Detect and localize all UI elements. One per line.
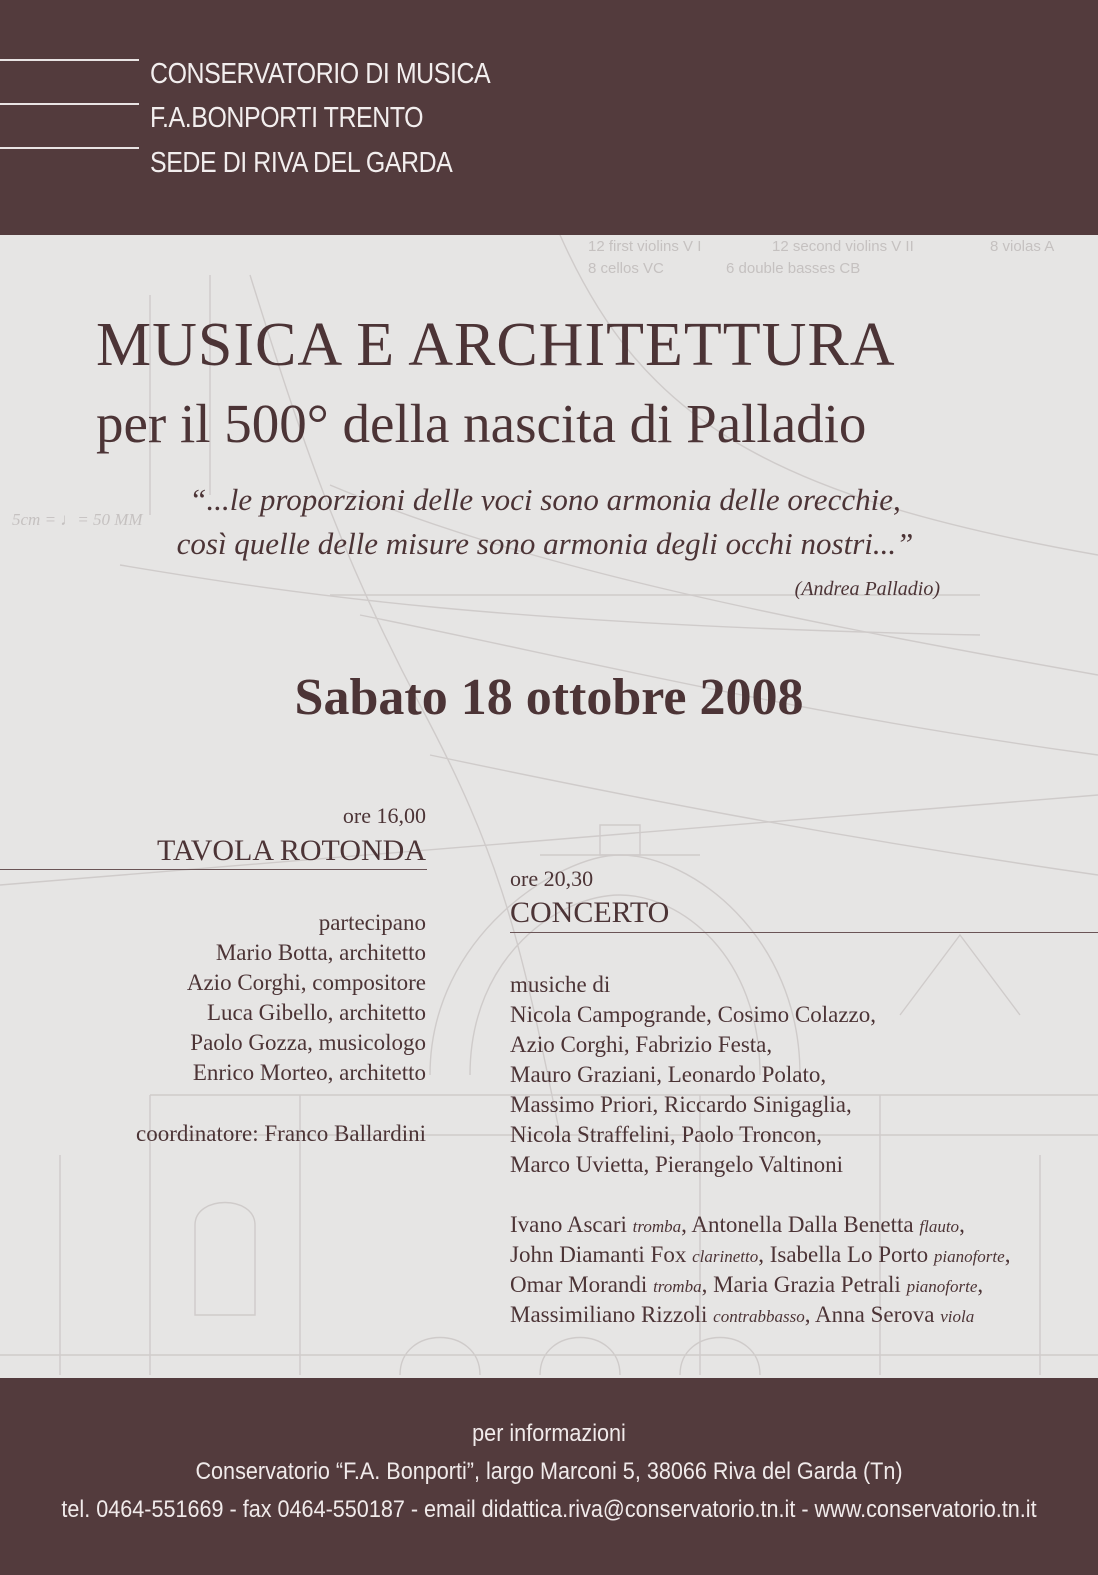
performer-sep: , — [977, 1272, 984, 1297]
performer-instrument: pianoforte — [933, 1247, 1005, 1266]
concert-time: ore 20,30 — [510, 866, 594, 891]
performer-name: John Diamanti Fox — [510, 1242, 687, 1267]
performer-name: Antonella Dalla Benetta — [691, 1212, 914, 1237]
institution-line-3: SEDE DI RIVA DEL GARDA — [150, 147, 453, 179]
composer-line: Massimo Priori, Riccardo Sinigaglia, — [510, 1092, 852, 1117]
bg-scale-note: 5cm = ♩= 50 MM — [12, 510, 143, 529]
footer-info-label: per informazioni — [472, 1420, 626, 1447]
performer-name: Massimiliano Rizzoli — [510, 1302, 708, 1327]
performer-sep: , — [959, 1212, 965, 1237]
footer-contacts: tel. 0464-551669 - fax 0464-550187 - email didattica.riva@conservatorio.tn.it - www.conservatorio.tn.it — [61, 1496, 1037, 1523]
header-rule — [0, 103, 139, 105]
composer-line: Marco Uvietta, Pierangelo Valtinoni — [510, 1152, 843, 1177]
concert-title: CONCERTO — [510, 896, 670, 929]
performer-name: Anna Serova — [815, 1302, 935, 1327]
header-rule — [0, 147, 139, 149]
participant: Luca Gibello, architetto — [206, 1000, 426, 1025]
bg-strings-5: 6 double basses CB — [726, 260, 861, 277]
participants-label: partecipano — [318, 910, 426, 935]
composer-line: Mauro Graziani, Leonardo Polato, — [510, 1062, 827, 1087]
performer-name: Maria Grazia Petrali — [713, 1272, 901, 1297]
performer-instrument: tromba — [632, 1217, 682, 1236]
performers-line: Massimiliano Rizzoli contrabbasso, Anna Serova viola — [510, 1302, 975, 1327]
round-table-rule — [0, 869, 427, 870]
performer-instrument: flauto — [919, 1217, 960, 1236]
composer-line: Nicola Straffelini, Paolo Troncon, — [510, 1122, 822, 1147]
performer-instrument: contrabbasso — [713, 1307, 805, 1326]
composer-line: Azio Corghi, Fabrizio Festa, — [510, 1032, 773, 1057]
performer-instrument: viola — [940, 1307, 975, 1326]
performers-line: Omar Morandi tromba, Maria Grazia Petrali pianoforte, — [510, 1272, 984, 1297]
institution-line-1: CONSERVATORIO DI MUSICA — [150, 58, 491, 90]
header-band — [0, 0, 1098, 235]
institution-line-2: F.A.BONPORTI TRENTO — [150, 102, 424, 134]
participant: Paolo Gozza, musicologo — [190, 1030, 426, 1055]
performers-line: Ivano Ascari tromba, Antonella Dalla Benetta flauto, — [510, 1212, 965, 1237]
bg-strings-2: 12 second violins V II — [772, 238, 914, 255]
performer-sep: , — [1004, 1242, 1011, 1267]
performer-instrument: tromba — [653, 1277, 702, 1296]
event-date: Sabato 18 ottobre 2008 — [294, 669, 804, 726]
header-rule — [0, 59, 139, 61]
footer-address: Conservatorio “F.A. Bonporti”, largo Marconi 5, 38066 Riva del Garda (Tn) — [195, 1458, 903, 1485]
quote-line-2: così quelle delle misure sono armonia degli occhi nostri...” — [176, 526, 914, 561]
performer-name: Ivano Ascari — [510, 1212, 627, 1237]
performer-name: Omar Morandi — [510, 1272, 648, 1297]
composer-line: Nicola Campogrande, Cosimo Colazzo, — [510, 1002, 877, 1027]
page-subtitle: per il 500° della nascita di Palladio — [96, 393, 867, 454]
bg-strings-4: 8 cellos VC — [588, 260, 664, 277]
footer-band — [0, 1378, 1098, 1575]
concert-rule — [510, 932, 1098, 933]
bg-strings-1: 12 first violins V I — [588, 238, 702, 255]
coordinator: coordinatore: Franco Ballardini — [136, 1121, 426, 1146]
composers-label: musiche di — [510, 972, 611, 997]
round-table-title: TAVOLA ROTONDA — [156, 834, 426, 867]
page-title: MUSICA E ARCHITETTURA — [96, 311, 896, 379]
round-table-time: ore 16,00 — [342, 803, 426, 828]
performers-line: John Diamanti Fox clarinetto, Isabella Lo Porto pianoforte, — [510, 1242, 1011, 1267]
participant: Enrico Morteo, architetto — [192, 1060, 426, 1085]
participant: Azio Corghi, compositore — [186, 970, 426, 995]
performer-instrument: clarinetto — [692, 1247, 759, 1266]
performer-name: Isabella Lo Porto — [769, 1242, 929, 1267]
performer-instrument: pianoforte — [906, 1277, 978, 1296]
bg-strings-3: 8 violas A — [990, 238, 1055, 255]
participant: Mario Botta, architetto — [215, 940, 426, 965]
quote-line-1: “...le proporzioni delle voci sono armonia delle orecchie, — [189, 482, 901, 517]
quote-attribution: (Andrea Palladio) — [794, 578, 940, 600]
